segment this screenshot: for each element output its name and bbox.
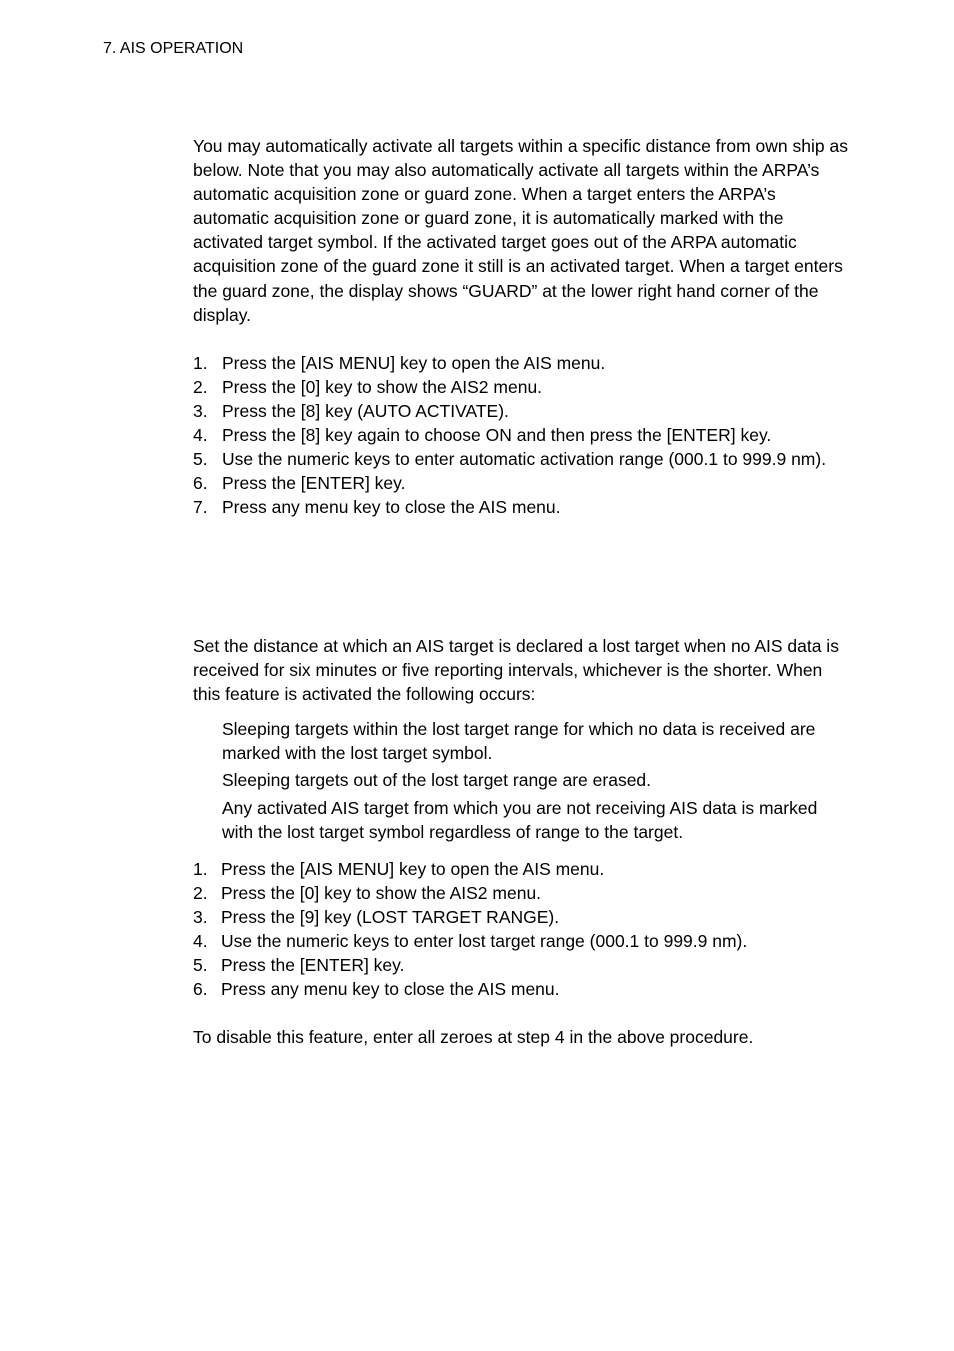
lost-target-intro: Set the distance at which an AIS target is declared a lost target when no AIS data is received for six minutes or five reporting intervals, whichever is the shorter. When this feature is activated the following occurs: [193, 636, 839, 705]
step-number: 4. [193, 425, 208, 446]
running-header: 7. AIS OPERATION [103, 40, 244, 57]
step-number: 5. [193, 449, 208, 470]
step-text: Press the [8] key again to choose ON and then press the [ENTER] key. [222, 425, 772, 446]
step-text: Press the [9] key (LOST TARGET RANGE). [221, 906, 560, 927]
step-text: Press the [ENTER] key. [221, 955, 405, 976]
step-text: Press the [0] key to show the AIS2 menu. [222, 376, 543, 397]
step-number: 2. [193, 376, 208, 397]
step-number: 6. [193, 979, 208, 1000]
step-number: 7. [193, 497, 208, 518]
lost-target-steps [193, 857, 853, 1002]
effect-item: Sleeping targets within the lost target range for which no data is received are marked with the lost target symbol. [222, 719, 816, 764]
auto-activate-section [193, 134, 853, 519]
auto-activate-intro: You may automatically activate all targets within a specific distance from own ship as below. Note that you may also automatically activate all targets within the ARPA’s automatic acquisition zone or guard zone. When a target enters the ARPA’s automatic acquisition zone or guard zone, it is automatically marked with the activated target symbol. If the activated target goes out of the ARPA automatic acquisition zone of the guard zone it still is an activated target. When a target enters the guard zone, the display shows “GUARD” at the lower right hand corner of the display. [193, 136, 848, 325]
step-number: 1. [193, 858, 208, 879]
procedure-step [193, 471, 853, 495]
step-text: Use the numeric keys to enter automatic activation range (000.1 to 999.9 nm). [222, 449, 827, 470]
procedure-step [193, 399, 853, 423]
step-text: Press the [0] key to show the AIS2 menu. [221, 882, 542, 903]
procedure-step [193, 905, 853, 929]
procedure-step [193, 447, 853, 471]
step-text: Press any menu key to close the AIS menu. [221, 979, 560, 1000]
procedure-step [193, 351, 853, 375]
procedure-step [193, 881, 853, 905]
effect-item: Sleeping targets out of the lost target range are erased. [222, 770, 652, 791]
procedure-step [193, 495, 853, 519]
step-number: 3. [193, 400, 208, 421]
effect-item: Any activated AIS target from which you are not receiving AIS data is marked with the lost target symbol regardless of range to the target. [222, 797, 818, 842]
step-number: 2. [193, 882, 208, 903]
step-number: 4. [193, 931, 208, 952]
procedure-step [193, 953, 853, 977]
lost-target-section [193, 634, 853, 1049]
disable-note: To disable this feature, enter all zeroes at step 4 in the above procedure. [193, 1027, 754, 1048]
procedure-step [193, 375, 853, 399]
procedure-step [193, 977, 853, 1001]
step-text: Use the numeric keys to enter lost target range (000.1 to 999.9 nm). [221, 931, 748, 952]
lost-target-effects [193, 717, 853, 843]
procedure-step [193, 423, 853, 447]
procedure-step [193, 857, 853, 881]
procedure-step [193, 929, 853, 953]
step-text: Press the [8] key (AUTO ACTIVATE). [222, 400, 509, 421]
step-text: Press the [AIS MENU] key to open the AIS menu. [222, 352, 606, 373]
step-text: Press the [AIS MENU] key to open the AIS menu. [221, 858, 605, 879]
step-number: 3. [193, 906, 208, 927]
step-text: Press the [ENTER] key. [222, 473, 406, 494]
step-number: 5. [193, 955, 208, 976]
step-number: 1. [193, 352, 208, 373]
auto-activate-steps [193, 351, 853, 520]
step-number: 6. [193, 473, 208, 494]
step-text: Press any menu key to close the AIS menu. [222, 497, 561, 518]
